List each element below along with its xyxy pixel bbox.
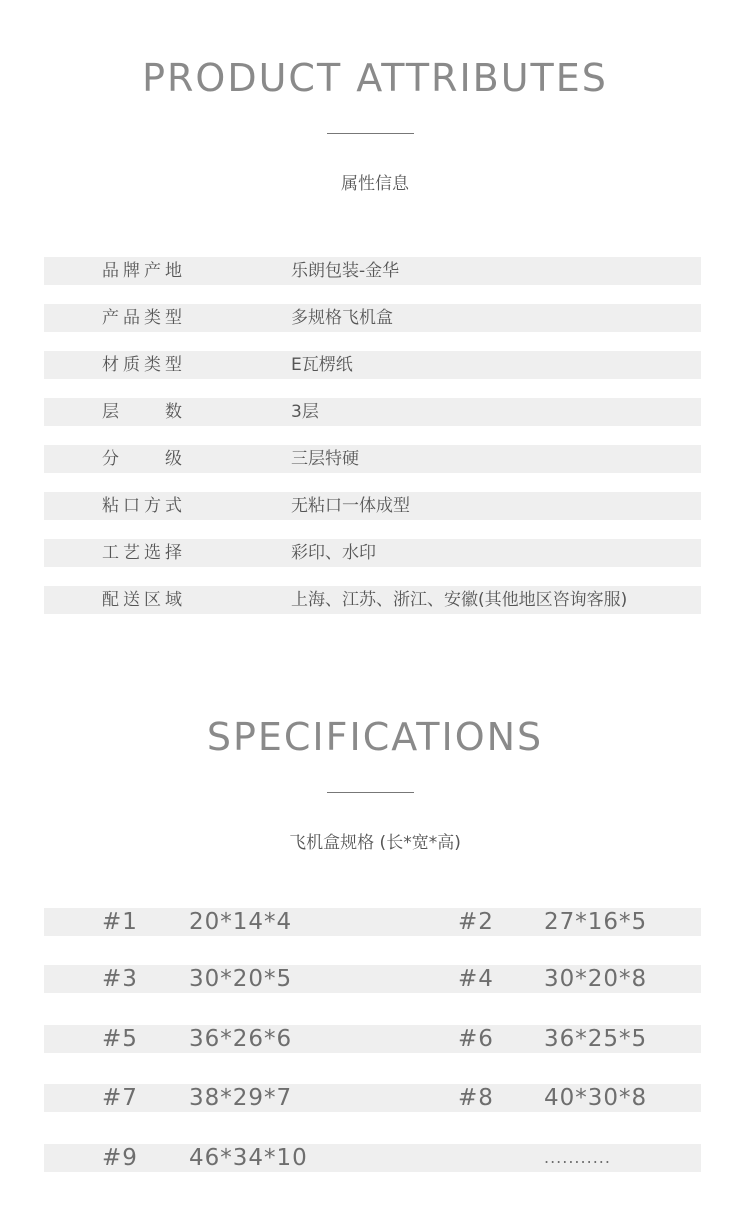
spec-number: #8 bbox=[458, 1085, 494, 1111]
specifications-title: SPECIFICATIONS bbox=[206, 715, 544, 759]
spec-number: #3 bbox=[102, 966, 138, 992]
spec-row bbox=[44, 1025, 701, 1053]
attribute-value: E瓦楞纸 bbox=[291, 355, 353, 375]
spec-number: #4 bbox=[458, 966, 494, 992]
attribute-value: 乐朗包装-金华 bbox=[291, 261, 400, 281]
spec-ellipsis: ........... bbox=[544, 1148, 611, 1167]
attribute-row bbox=[44, 445, 701, 473]
attribute-label: 材质类型 bbox=[102, 355, 182, 375]
specifications-divider bbox=[327, 792, 414, 793]
spec-dimensions: 27*16*5 bbox=[544, 909, 648, 935]
spec-row bbox=[44, 908, 701, 936]
spec-row bbox=[44, 1084, 701, 1112]
attribute-row bbox=[44, 351, 701, 379]
spec-dimensions: 36*25*5 bbox=[544, 1026, 648, 1052]
attribute-value: 三层特硬 bbox=[291, 449, 359, 469]
attribute-label: 分级 bbox=[102, 449, 182, 469]
attribute-row bbox=[44, 586, 701, 614]
attribute-label: 层数 bbox=[102, 402, 182, 422]
attribute-row bbox=[44, 492, 701, 520]
attribute-label: 配送区域 bbox=[102, 590, 182, 610]
attribute-value: 上海、江苏、浙江、安徽(其他地区咨询客服) bbox=[291, 590, 628, 610]
attribute-label: 粘口方式 bbox=[102, 496, 182, 516]
spec-dimensions: 30*20*8 bbox=[544, 966, 648, 992]
attribute-label: 产品类型 bbox=[102, 308, 182, 328]
attribute-value: 3层 bbox=[291, 402, 319, 422]
spec-dimensions: 40*30*8 bbox=[544, 1085, 648, 1111]
attributes-subtitle: 属性信息 bbox=[341, 174, 409, 194]
attribute-value: 彩印、水印 bbox=[291, 543, 376, 563]
attributes-title: PRODUCT ATTRIBUTES bbox=[142, 56, 608, 100]
attribute-value: 多规格飞机盒 bbox=[291, 308, 393, 328]
attributes-divider bbox=[327, 133, 414, 134]
spec-dimensions: 36*26*6 bbox=[189, 1026, 293, 1052]
attribute-row bbox=[44, 304, 701, 332]
spec-number: #2 bbox=[458, 909, 494, 935]
spec-dimensions: 46*34*10 bbox=[189, 1145, 308, 1171]
attribute-label: 品牌产地 bbox=[102, 261, 182, 281]
specifications-subtitle: 飞机盒规格 (长*宽*高) bbox=[289, 833, 461, 853]
attribute-row bbox=[44, 539, 701, 567]
spec-number: #5 bbox=[102, 1026, 138, 1052]
spec-row bbox=[44, 1144, 701, 1172]
spec-number: #6 bbox=[458, 1026, 494, 1052]
spec-dimensions: 30*20*5 bbox=[189, 966, 293, 992]
attribute-row bbox=[44, 257, 701, 285]
spec-number: #9 bbox=[102, 1145, 138, 1171]
spec-dimensions: 38*29*7 bbox=[189, 1085, 293, 1111]
spec-row bbox=[44, 965, 701, 993]
attribute-value: 无粘口一体成型 bbox=[291, 496, 410, 516]
spec-dimensions: 20*14*4 bbox=[189, 909, 293, 935]
spec-number: #1 bbox=[102, 909, 138, 935]
attribute-row bbox=[44, 398, 701, 426]
attribute-label: 工艺选择 bbox=[102, 543, 182, 563]
spec-number: #7 bbox=[102, 1085, 138, 1111]
